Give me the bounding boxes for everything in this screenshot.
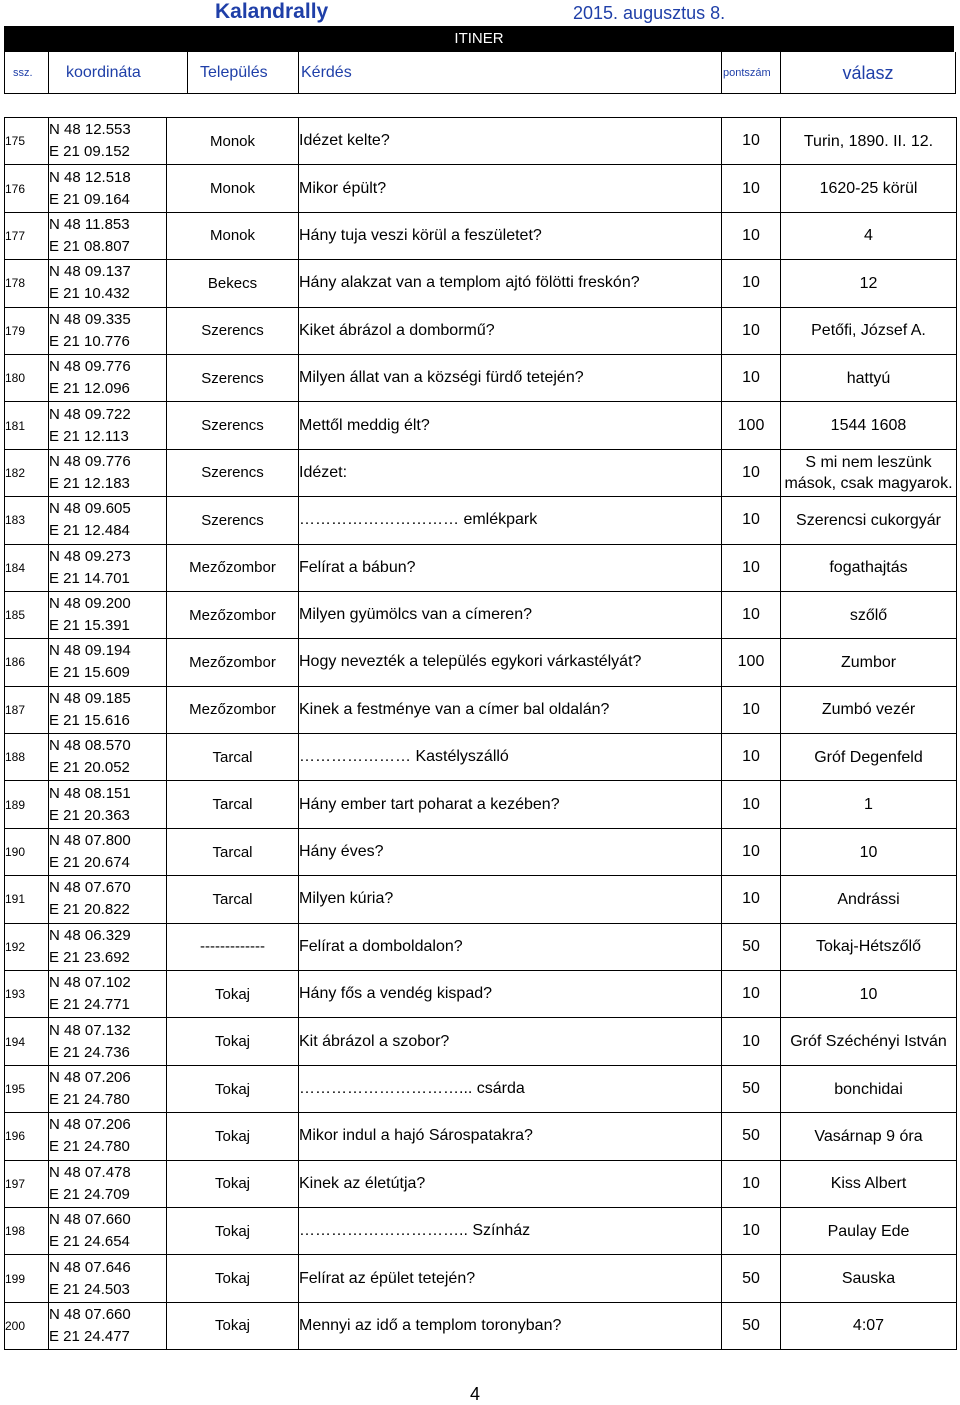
question-cell: Felírat a bábun? [299, 544, 722, 591]
answer-cell: Sauska [781, 1255, 957, 1302]
latitude: N 48 09.605 [49, 500, 131, 518]
place-cell: Tokaj [167, 1160, 299, 1207]
coordinate-cell [49, 828, 167, 875]
longitude: E 21 24.477 [49, 1327, 130, 1345]
table-row [5, 876, 957, 923]
table-row [5, 402, 957, 449]
row-number: 200 [5, 1302, 49, 1349]
points-cell: 10 [722, 544, 781, 591]
question-cell: Kinek a festménye van a címer bal oldalán? [299, 686, 722, 733]
answer-cell: Gróf Degenfeld [781, 734, 957, 781]
latitude: N 48 07.670 [49, 879, 131, 897]
question-cell: Mennyi az idő a templom toronyban? [299, 1302, 722, 1349]
place-cell: Tokaj [167, 1065, 299, 1112]
table-row [5, 1113, 957, 1160]
row-number: 183 [5, 497, 49, 544]
latitude: N 48 12.518 [49, 168, 131, 186]
latitude: N 48 09.137 [49, 263, 131, 281]
latitude: N 48 09.273 [49, 547, 131, 565]
row-number: 180 [5, 354, 49, 401]
question-cell: Idézet kelte? [299, 118, 722, 165]
coordinate-cell [49, 449, 167, 496]
row-number: 187 [5, 686, 49, 733]
place-cell: Tokaj [167, 1302, 299, 1349]
longitude: E 21 10.776 [49, 332, 130, 350]
coordinate-cell [49, 923, 167, 970]
question-cell: ………………………… emlékpark [299, 497, 722, 544]
longitude: E 21 20.363 [49, 806, 130, 824]
place-cell: Tokaj [167, 1018, 299, 1065]
place-cell: Monok [167, 165, 299, 212]
row-number: 191 [5, 876, 49, 923]
place-cell: Bekecs [167, 260, 299, 307]
document-date: 2015. augusztus 8. [573, 3, 726, 23]
row-number: 177 [5, 212, 49, 259]
table-row [5, 1302, 957, 1349]
points-cell: 100 [722, 402, 781, 449]
coordinate-cell [49, 971, 167, 1018]
answer-cell: Gróf Széchényi István [781, 1018, 957, 1065]
points-cell: 50 [722, 1065, 781, 1112]
coordinate-cell [49, 307, 167, 354]
row-number: 196 [5, 1113, 49, 1160]
column-header-coordinate: koordináta [49, 52, 188, 94]
latitude: N 48 09.722 [49, 405, 131, 423]
answer-cell: 10 [781, 971, 957, 1018]
answer-cell: Zumbor [781, 639, 957, 686]
table-row [5, 1207, 957, 1254]
question-cell: Hány tuja veszi körül a feszületet? [299, 212, 722, 259]
answer-cell: 1620-25 körül [781, 165, 957, 212]
row-number: 176 [5, 165, 49, 212]
latitude: N 48 07.132 [49, 1021, 131, 1039]
question-cell: Felírat az épület tetején? [299, 1255, 722, 1302]
place-cell: Szerencs [167, 354, 299, 401]
latitude: N 48 11.853 [49, 215, 130, 233]
row-number: 179 [5, 307, 49, 354]
question-cell: Milyen állat van a községi fürdő tetején? [299, 354, 722, 401]
longitude: E 21 12.113 [49, 427, 129, 445]
coordinate-cell [49, 734, 167, 781]
longitude: E 21 24.709 [49, 1185, 130, 1203]
place-cell: Mezőzombor [167, 686, 299, 733]
answer-cell: 1 [781, 781, 957, 828]
column-header-place: Település [188, 52, 299, 94]
latitude: N 48 09.776 [49, 452, 131, 470]
coordinate-cell [49, 260, 167, 307]
table-row [5, 544, 957, 591]
points-cell: 10 [722, 828, 781, 875]
points-cell: 10 [722, 1160, 781, 1207]
table-row [5, 118, 957, 165]
question-cell: Idézet: [299, 449, 722, 496]
page-number: 4 [470, 1384, 481, 1404]
table-row [5, 1160, 957, 1207]
points-cell: 50 [722, 1302, 781, 1349]
answer-cell: szőlő [781, 591, 957, 638]
answer-cell: 1544 1608 [781, 402, 957, 449]
points-cell: 10 [722, 781, 781, 828]
question-cell: Milyen kúria? [299, 876, 722, 923]
coordinate-cell [49, 165, 167, 212]
table-row [5, 686, 957, 733]
points-cell: 10 [722, 165, 781, 212]
latitude: N 48 07.660 [49, 1211, 131, 1229]
latitude: N 48 12.553 [49, 121, 131, 139]
row-number: 185 [5, 591, 49, 638]
latitude: N 48 07.206 [49, 1116, 131, 1134]
title-row [0, 0, 960, 26]
points-cell: 10 [722, 1018, 781, 1065]
longitude: E 21 20.822 [49, 901, 130, 919]
place-cell: Mezőzombor [167, 639, 299, 686]
longitude: E 21 14.701 [49, 569, 130, 587]
itiner-banner: ITINER [4, 26, 954, 52]
place-cell: Szerencs [167, 402, 299, 449]
longitude: E 21 24.503 [49, 1280, 130, 1298]
latitude: N 48 09.335 [49, 310, 131, 328]
table-row [5, 497, 957, 544]
row-number: 197 [5, 1160, 49, 1207]
latitude: N 48 07.660 [49, 1305, 131, 1323]
longitude: E 21 15.391 [49, 617, 130, 635]
points-cell: 10 [722, 260, 781, 307]
longitude: E 21 09.152 [49, 143, 130, 161]
points-cell: 10 [722, 1207, 781, 1254]
table-row [5, 781, 957, 828]
question-cell: Hány fős a vendég kispad? [299, 971, 722, 1018]
latitude: N 48 06.329 [49, 926, 131, 944]
place-cell: Tokaj [167, 1113, 299, 1160]
coordinate-cell [49, 1302, 167, 1349]
row-number: 188 [5, 734, 49, 781]
coordinate-cell [49, 1065, 167, 1112]
coordinate-cell [49, 402, 167, 449]
longitude: E 21 12.096 [49, 380, 130, 398]
coordinate-cell [49, 212, 167, 259]
coordinate-cell [49, 1018, 167, 1065]
table-row [5, 449, 957, 496]
coordinate-cell [49, 639, 167, 686]
table-row [5, 307, 957, 354]
longitude: E 21 24.771 [49, 996, 130, 1014]
longitude: E 21 20.674 [49, 854, 130, 872]
itinerary-rows [5, 118, 957, 1350]
row-number: 184 [5, 544, 49, 591]
table-row [5, 971, 957, 1018]
latitude: N 48 09.194 [49, 642, 131, 660]
row-number: 181 [5, 402, 49, 449]
place-cell: Tokaj [167, 1255, 299, 1302]
table-row [5, 1255, 957, 1302]
table-row [5, 212, 957, 259]
points-cell: 50 [722, 1255, 781, 1302]
column-header-ssz: ssz. [5, 52, 49, 94]
longitude: E 21 24.780 [49, 1091, 130, 1108]
points-cell: 10 [722, 497, 781, 544]
longitude: E 21 15.616 [49, 711, 130, 729]
place-cell: Szerencs [167, 449, 299, 496]
longitude: E 21 09.164 [49, 190, 130, 208]
points-cell: 10 [722, 734, 781, 781]
longitude: E 21 12.183 [49, 474, 130, 492]
question-cell: Kinek az életútja? [299, 1160, 722, 1207]
question-cell: Hány ember tart poharat a kezében? [299, 781, 722, 828]
column-header-answer: válasz [842, 63, 894, 83]
row-number: 189 [5, 781, 49, 828]
column-header-question: Kérdés [299, 52, 722, 94]
question-cell: Mettől meddig élt? [299, 402, 722, 449]
answer-cell: 4 [781, 212, 957, 259]
points-cell: 50 [722, 923, 781, 970]
latitude: N 48 09.200 [49, 595, 131, 613]
coordinate-cell [49, 591, 167, 638]
table-row [5, 923, 957, 970]
column-header-row [4, 52, 956, 94]
answer-cell: Petőfi, József A. [781, 307, 957, 354]
latitude: N 48 08.570 [49, 737, 131, 755]
question-cell: Kiket ábrázol a dombormű? [299, 307, 722, 354]
answer-cell: Vasárnap 9 óra [781, 1113, 957, 1160]
answer-cell: Szerencsi cukorgyár [781, 497, 957, 544]
longitude: E 21 15.609 [49, 664, 130, 682]
question-cell: Milyen gyümölcs van a címeren? [299, 591, 722, 638]
table-row [5, 591, 957, 638]
answer-cell: Kiss Albert [781, 1160, 957, 1207]
longitude: E 21 23.692 [49, 948, 130, 966]
points-cell: 50 [722, 1113, 781, 1160]
question-cell: ………………… Kastélyszálló [299, 734, 722, 781]
table-row [5, 1018, 957, 1065]
points-cell: 10 [722, 307, 781, 354]
points-cell: 10 [722, 971, 781, 1018]
latitude: N 48 07.646 [49, 1258, 131, 1276]
coordinate-cell [49, 686, 167, 733]
longitude: E 21 10.432 [49, 285, 130, 303]
table-row [5, 734, 957, 781]
place-cell: ------------- [167, 923, 299, 970]
question-cell: Hány alakzat van a templom ajtó fölötti freskón? [299, 260, 722, 307]
latitude: N 48 09.776 [49, 358, 131, 376]
latitude: N 48 08.151 [49, 784, 131, 802]
row-number: 194 [5, 1018, 49, 1065]
longitude: E 21 24.780 [49, 1138, 130, 1156]
question-cell: Kit ábrázol a szobor? [299, 1018, 722, 1065]
longitude: E 21 24.654 [49, 1233, 130, 1251]
place-cell: Tarcal [167, 781, 299, 828]
coordinate-cell [49, 1160, 167, 1207]
coordinate-cell [49, 354, 167, 401]
row-number: 199 [5, 1255, 49, 1302]
table-row [5, 639, 957, 686]
itinerary-table [4, 117, 957, 1350]
document-title: Kalandrally [215, 0, 329, 23]
row-number: 198 [5, 1207, 49, 1254]
table-row [5, 354, 957, 401]
question-cell: ………………………….. Színház [299, 1207, 722, 1254]
answer-cell: 10 [781, 828, 957, 875]
coordinate-cell [49, 781, 167, 828]
place-cell: Tarcal [167, 734, 299, 781]
longitude: E 21 24.736 [49, 1043, 130, 1061]
coordinate-cell [49, 118, 167, 165]
question-cell: Mikor indul a hajó Sárospatakra? [299, 1113, 722, 1160]
place-cell: Monok [167, 212, 299, 259]
points-cell: 10 [722, 876, 781, 923]
points-cell: 10 [722, 686, 781, 733]
row-number: 193 [5, 971, 49, 1018]
coordinate-cell [49, 1207, 167, 1254]
latitude: N 48 07.478 [49, 1163, 131, 1181]
answer-cell: Zumbó vezér [781, 686, 957, 733]
place-cell: Szerencs [167, 497, 299, 544]
row-number: 195 [5, 1065, 49, 1112]
points-cell: 10 [722, 354, 781, 401]
row-number: 182 [5, 449, 49, 496]
answer-cell: fogathajtás [781, 544, 957, 591]
row-number: 175 [5, 118, 49, 165]
place-cell: Mezőzombor [167, 591, 299, 638]
coordinate-cell [49, 1113, 167, 1160]
place-cell: Tarcal [167, 876, 299, 923]
place-cell: Tarcal [167, 828, 299, 875]
points-cell: 10 [722, 591, 781, 638]
table-row [5, 1065, 957, 1112]
points-cell: 100 [722, 639, 781, 686]
place-cell: Mezőzombor [167, 544, 299, 591]
question-cell: …………………………... csárda [299, 1065, 722, 1112]
coordinate-cell [49, 1255, 167, 1302]
answer-cell: Turin, 1890. II. 12. [781, 118, 957, 165]
answer-cell: 12 [781, 260, 957, 307]
place-cell: Tokaj [167, 971, 299, 1018]
question-cell: Felírat a domboldalon? [299, 923, 722, 970]
answer-cell: Paulay Ede [781, 1207, 957, 1254]
place-cell: Szerencs [167, 307, 299, 354]
row-number: 186 [5, 639, 49, 686]
question-cell: Hány éves? [299, 828, 722, 875]
row-number: 190 [5, 828, 49, 875]
row-number: 192 [5, 923, 49, 970]
row-number: 178 [5, 260, 49, 307]
table-row [5, 260, 957, 307]
place-cell: Monok [167, 118, 299, 165]
answer-cell: hattyú [781, 354, 957, 401]
latitude: N 48 07.800 [49, 832, 131, 850]
answer-cell: Andrássi [781, 876, 957, 923]
question-cell: Hogy nevezték a település egykori várkastélyát? [299, 639, 722, 686]
table-row [5, 165, 957, 212]
longitude: E 21 20.052 [49, 759, 130, 777]
coordinate-cell [49, 497, 167, 544]
latitude: N 48 07.102 [49, 974, 131, 992]
answer-cell: Tokaj-Hétszőlő [781, 923, 957, 970]
answer-cell: 4:07 [781, 1302, 957, 1349]
coordinate-cell [49, 876, 167, 923]
answer-cell: bonchidai [781, 1065, 957, 1112]
latitude: N 48 09.185 [49, 689, 131, 707]
place-cell: Tokaj [167, 1207, 299, 1254]
longitude: E 21 12.484 [49, 522, 130, 540]
points-cell: 10 [722, 449, 781, 496]
table-row [5, 828, 957, 875]
coordinate-cell [49, 544, 167, 591]
question-cell: Mikor épült? [299, 165, 722, 212]
points-cell: 10 [722, 212, 781, 259]
latitude: N 48 07.206 [49, 1069, 131, 1086]
answer-cell: S mi nem leszünk mások, csak magyarok. [781, 449, 957, 496]
longitude: E 21 08.807 [49, 237, 130, 255]
column-header-points: pontszám [722, 52, 781, 94]
points-cell: 10 [722, 118, 781, 165]
